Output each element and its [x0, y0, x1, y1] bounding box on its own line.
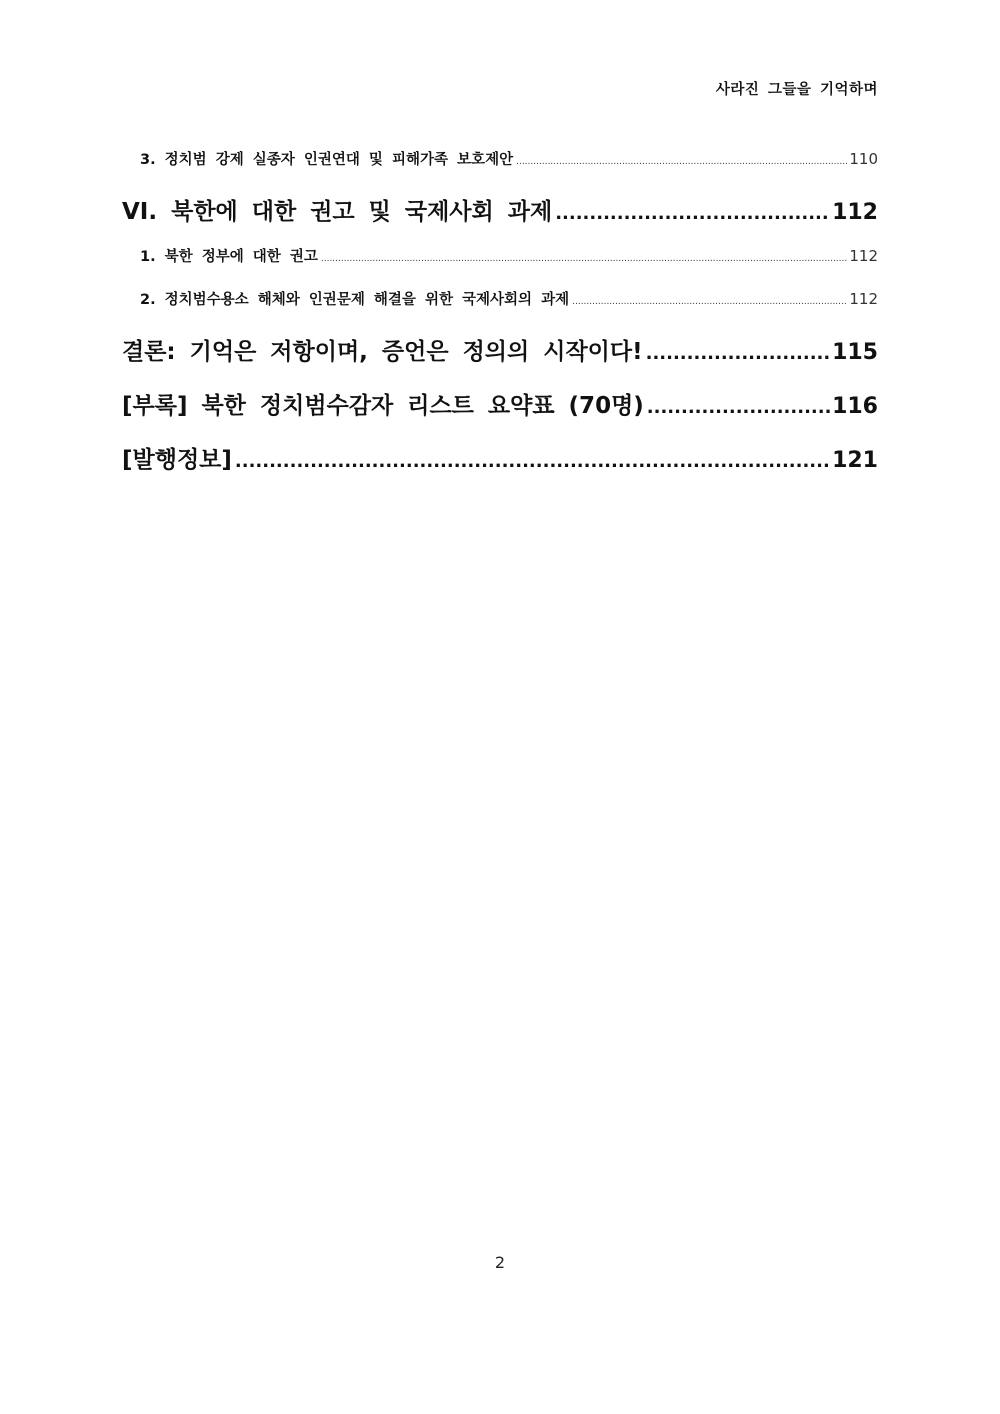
- toc-entry-publication-info[interactable]: [122, 441, 878, 474]
- toc-entry-chapter-vi[interactable]: [122, 193, 878, 226]
- toc-entry-conclusion[interactable]: [122, 333, 878, 366]
- toc-page-number: 112: [832, 200, 878, 225]
- toc-dot-leader: [646, 343, 830, 364]
- page-number: 2: [494, 1253, 506, 1272]
- running-header: 사라진 그들을 기억하며: [715, 82, 878, 98]
- toc-page-number: 112: [849, 247, 878, 265]
- toc-entry-title: 3. 정치범 강제 실종자 인권연대 및 피해가족 보호제안: [140, 152, 514, 168]
- toc-page-number: 112: [849, 290, 878, 308]
- toc-page-number: 116: [832, 394, 878, 419]
- toc-dot-leader: [647, 397, 830, 418]
- toc-page-number: 110: [849, 150, 878, 168]
- toc-entry-title: [부록] 북한 정치범수감자 리스트 요약표 (70명): [122, 393, 644, 419]
- toc-dot-leader: [235, 451, 830, 472]
- toc-page-number: 115: [832, 340, 878, 365]
- toc-page-number: 121: [832, 448, 878, 473]
- toc-dot-leader: [516, 157, 847, 167]
- toc-entry-3-subsection[interactable]: [122, 148, 878, 169]
- toc-dot-leader: [555, 203, 830, 224]
- toc-entry-2-subsection[interactable]: [122, 288, 878, 309]
- toc-dot-leader: [321, 254, 848, 264]
- toc-entry-title: 1. 북한 정부에 대한 권고: [140, 249, 318, 265]
- toc-entry-title: VI. 북한에 대한 권고 및 국제사회 과제: [122, 199, 553, 225]
- toc-entry-appendix[interactable]: [122, 387, 878, 420]
- toc-entry-title: 결론: 기억은 저항이며, 증언은 정의의 시작이다!: [122, 339, 643, 365]
- toc-entry-title: [발행정보]: [122, 447, 232, 473]
- toc-entry-1-subsection[interactable]: [122, 245, 878, 266]
- toc-dot-leader: [572, 297, 847, 307]
- toc-entry-title: 2. 정치범수용소 해체와 인권문제 해결을 위한 국제사회의 과제: [140, 292, 570, 308]
